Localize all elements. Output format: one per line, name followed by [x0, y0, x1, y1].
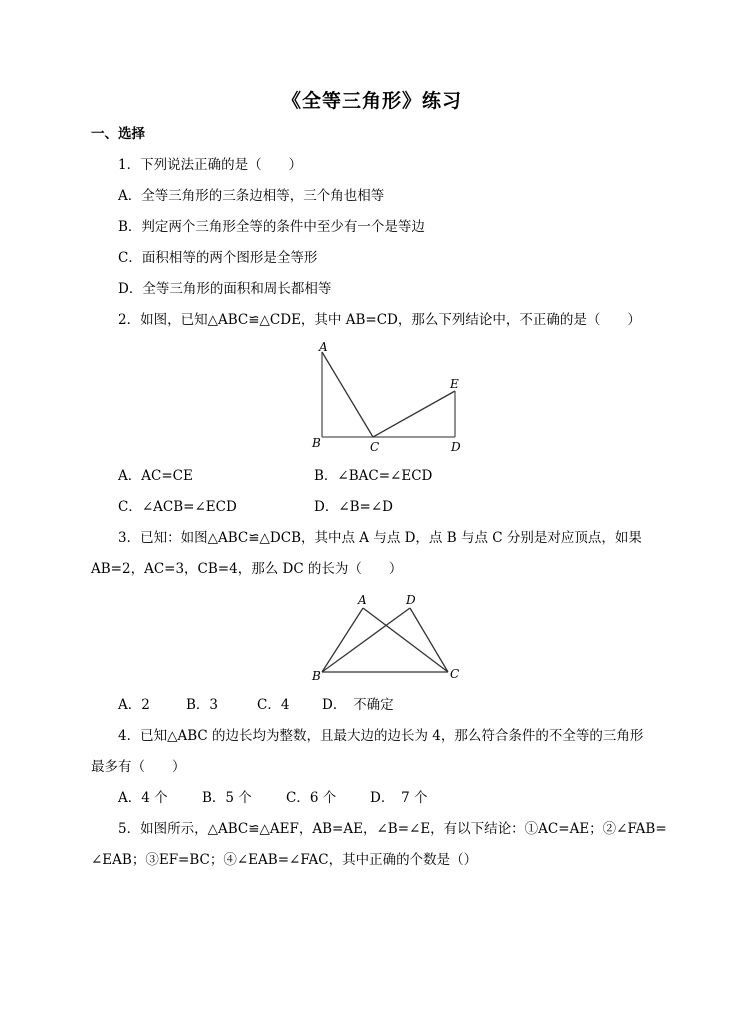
q1-option-b: B．判定两个三角形全等的条件中至少有一个是等边	[118, 219, 425, 235]
q2-label-e: E	[450, 377, 459, 391]
q2-segment-ce	[373, 391, 455, 437]
q3-label-b: B	[312, 669, 321, 683]
q3-label-c: C	[450, 667, 460, 681]
q4-option-c: C．6 个	[286, 790, 337, 806]
q3-option-b: B．3	[186, 697, 219, 713]
q1-option-a: A．全等三角形的三条边相等，三个角也相等	[118, 188, 385, 204]
q2-figure	[300, 338, 480, 458]
q3-segment-dc	[410, 608, 448, 672]
q3-label-d: D	[406, 593, 416, 607]
q2-label-c: C	[370, 440, 380, 454]
q4-option-d: D． 7 个	[370, 790, 428, 806]
q1-option-d: D．全等三角形的面积和周长都相等	[118, 281, 332, 297]
q4-option-a: A．4 个	[118, 790, 168, 806]
q2-label-b: B	[312, 436, 321, 450]
q3-label-a: A	[358, 593, 367, 607]
q2-option-c: C．∠ACB=∠ECD	[118, 499, 237, 515]
q1-option-c: C．面积相等的两个图形是全等形	[118, 250, 318, 266]
q2-option-d: D．∠B=∠D	[314, 499, 394, 515]
q3-stem-line1: 3．已知：如图△ABC≌△DCB，其中点 A 与点 D，点 B 与点 C 分别是对应顶点，如果	[118, 530, 642, 546]
q2-segment-ac	[322, 352, 373, 437]
q5-stem-line1: 5．如图所示，△ABC≌△AEF，AB=AE，∠B=∠E，有以下结论：①AC=AE；②∠FAB=	[118, 821, 667, 837]
q1-stem: 1．下列说法正确的是（ ）	[118, 157, 303, 173]
q3-segment-ab	[322, 608, 363, 672]
q2-label-d: D	[451, 440, 461, 454]
q2-option-b: B．∠BAC=∠ECD	[314, 468, 433, 484]
q3-segment-ac	[363, 608, 448, 672]
section-heading: 一、选择	[91, 126, 145, 142]
q2-stem: 2．如图，已知△ABC≌△CDE，其中 AB=CD，那么下列结论中，不正确的是（ ）	[118, 312, 641, 328]
q4-stem-line1: 4．已知△ABC 的边长均为整数，且最大边的边长为 4，那么符合条件的不全等的三角形	[118, 728, 644, 744]
q2-label-a: A	[319, 340, 328, 354]
q3-option-a: A．2	[118, 697, 150, 713]
q3-option-c: C．4	[257, 697, 290, 713]
q5-stem-line2: ∠EAB；③EF=BC；④∠EAB=∠FAC，其中正确的个数是（）	[91, 852, 478, 868]
q2-option-a: A．AC=CE	[118, 468, 193, 484]
q3-stem-line2: AB=2，AC=3，CB=4，那么 DC 的长为（ ）	[91, 561, 403, 577]
q3-option-d: D． 不确定	[322, 697, 394, 713]
q4-option-b: B．5 个	[202, 790, 252, 806]
q3-figure	[300, 590, 480, 690]
q3-segment-bd	[322, 608, 410, 672]
page-title: 《全等三角形》练习	[281, 90, 462, 112]
q4-stem-line2: 最多有（ ）	[91, 759, 186, 775]
